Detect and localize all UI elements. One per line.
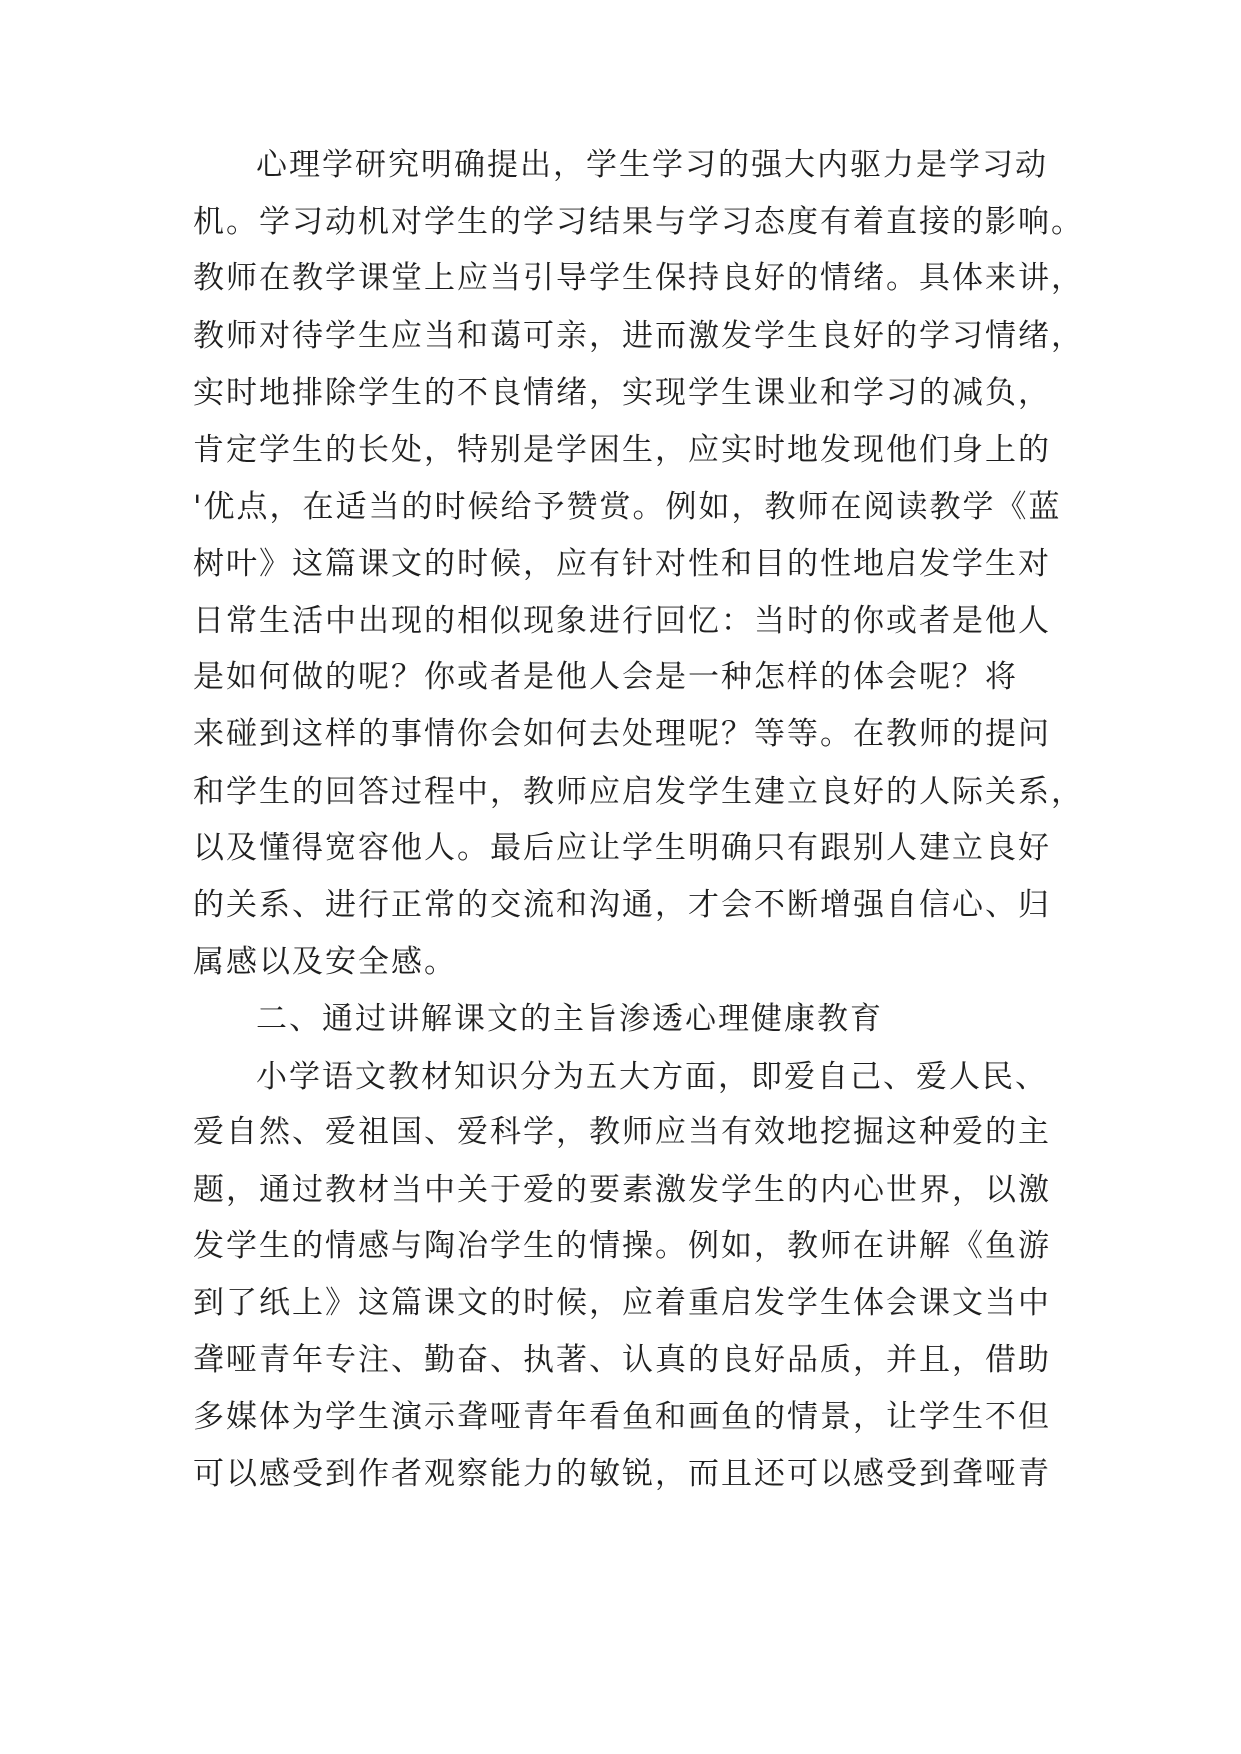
text-line: 属感以及安全感。 bbox=[193, 944, 457, 980]
text-line: 的关系、进行正常的交流和沟通，才会不断增强自信心、归 bbox=[193, 887, 1051, 923]
text-line: 爱自然、爱祖国、爱科学，教师应当有效地挖掘这种爱的主 bbox=[193, 1114, 1051, 1150]
text-line: 树叶》这篇课文的时候，应有针对性和目的性地启发学生对 bbox=[193, 546, 1051, 582]
text-line: 题，通过教材当中关于爱的要素激发学生的内心世界，以激 bbox=[193, 1172, 1051, 1208]
text-line: 机。学习动机对学生的学习结果与学习态度有着直接的影响。 bbox=[193, 204, 1084, 240]
text-line: 教师对待学生应当和蔼可亲，进而激发学生良好的学习情绪， bbox=[193, 318, 1084, 354]
text-line: 小学语文教材知识分为五大方面，即爱自己、爱人民、 bbox=[256, 1059, 1048, 1095]
text-line: 和学生的回答过程中，教师应启发学生建立良好的人际关系， bbox=[193, 774, 1084, 810]
text-line: 聋哑青年专注、勤奋、执著、认真的良好品质，并且，借助 bbox=[193, 1342, 1051, 1378]
text-line: 来碰到这样的事情你会如何去处理呢？等等。在教师的提问 bbox=[193, 716, 1051, 752]
text-line: 可以感受到作者观察能力的敏锐，而且还可以感受到聋哑青 bbox=[193, 1456, 1051, 1492]
text-line: 教师在教学课堂上应当引导学生保持良好的情绪。具体来讲， bbox=[193, 260, 1084, 296]
section-heading: 二、通过讲解课文的主旨渗透心理健康教育 bbox=[256, 1001, 883, 1037]
text-line: 以及懂得宽容他人。最后应让学生明确只有跟别人建立良好 bbox=[193, 830, 1051, 866]
text-line: 发学生的情感与陶冶学生的情操。例如，教师在讲解《鱼游 bbox=[193, 1228, 1051, 1264]
text-line: 到了纸上》这篇课文的时候，应着重启发学生体会课文当中 bbox=[193, 1285, 1051, 1321]
text-line: 肯定学生的长处，特别是学困生，应实时地发现他们身上的 bbox=[193, 432, 1051, 468]
text-line: '优点，在适当的时候给予赞赏。例如，教师在阅读教学《蓝 bbox=[193, 489, 1062, 525]
text-line: 是如何做的呢？你或者是他人会是一种怎样的体会呢？将 bbox=[193, 659, 1018, 695]
text-line: 心理学研究明确提出，学生学习的强大内驱力是学习动 bbox=[256, 147, 1048, 183]
text-line: 日常生活中出现的相似现象进行回忆：当时的你或者是他人 bbox=[193, 603, 1051, 639]
text-line: 多媒体为学生演示聋哑青年看鱼和画鱼的情景，让学生不但 bbox=[193, 1399, 1051, 1435]
text-line: 实时地排除学生的不良情绪，实现学生课业和学习的减负， bbox=[193, 375, 1051, 411]
